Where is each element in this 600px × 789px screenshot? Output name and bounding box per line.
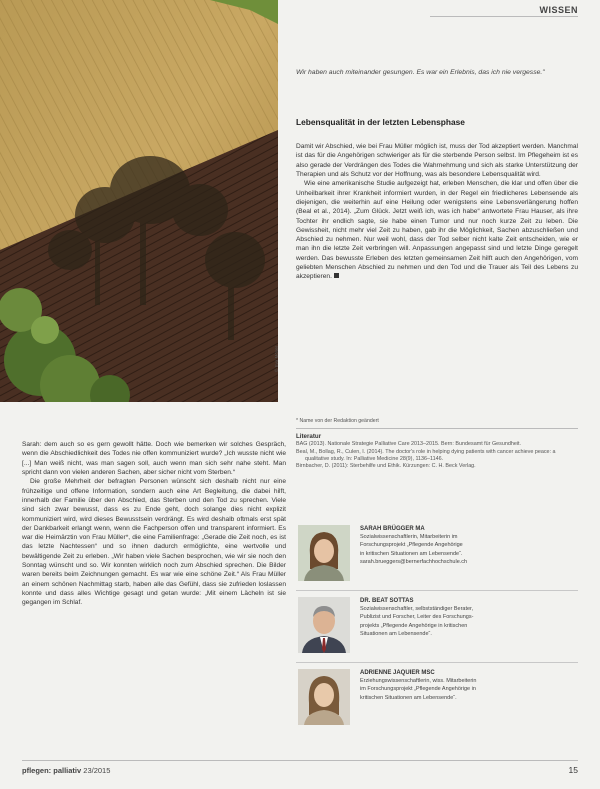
- author-info: [360, 669, 578, 702]
- author-name: DR. BEAT SOTTAS: [360, 598, 414, 604]
- footnote: * Name von der Redaktion geändert: [296, 418, 379, 424]
- author-bio-line: Situationen am Lebensende“.: [360, 630, 432, 637]
- divider: [296, 590, 578, 591]
- author-bio-line: Sozialwissenschaftlerin, Mitarbeiterin im: [360, 534, 458, 541]
- author-bio-line: kritischen Situationen am Lebensende“.: [360, 694, 457, 701]
- author-bio-line: in kritischen Situationen am Lebensende“.: [360, 550, 463, 557]
- literature-title: Literatur: [296, 433, 322, 440]
- author-info: [360, 525, 578, 566]
- paragraph: Damit wir Abschied, wie bei Frau Müller möglich ist, muss der Tod akzeptiert werden. Manchmal ist das für die Angehörigen schwieriger als für die sterbende Person selbst. Im Pflegeheim ist es also gerade der Verdrängen des Todes die Wahrnehmung und sich als starke Unterstützung der Therapien und als Schutz vor der Hoffnung, was als besondere Lebensqualität wird.: [296, 143, 578, 178]
- author-card: [296, 597, 578, 659]
- left-column: [22, 440, 286, 608]
- section-heading: Lebensqualität in der letzten Lebensphase: [296, 117, 465, 127]
- author-portrait: [298, 597, 350, 653]
- section-label: WISSEN: [539, 5, 578, 15]
- photo-credit: © Eva Möser: [274, 345, 279, 372]
- right-column: [296, 142, 578, 282]
- field-photo-illustration: [0, 0, 278, 402]
- author-portrait: [298, 669, 350, 725]
- literature-item: Beal, M., Bollag, R., Culen, I. (2014). The doctor's role in helping dying patients with cancer achieve peace: a qualitative study. In: Palliative Medicine 28(9), 1136–1146.: [296, 448, 556, 462]
- author-bio-line: Erziehungswissenschaftlerin, wiss. Mitarbeiterin: [360, 678, 477, 685]
- author-card: [296, 525, 578, 587]
- author-bio-line: Forschungsprojekt „Pflegende Angehörige: [360, 542, 463, 549]
- author-bio-line: projekts „Pflegende Angehörige in kritischen: [360, 622, 468, 629]
- literature: [296, 433, 578, 470]
- literature-item: Birnbacher, D. (2011): Sterbehilfe und Ethik. Kürzungen: C. H. Beck Verlag.: [296, 463, 476, 470]
- section-rule: [430, 16, 578, 17]
- paragraph: Sarah: dem auch so es gern gewollt hätte. Doch wie bemerken wir solches Gespräch, wenn die Abschiedlichkeit des Todes nie offen kommuniziert wurde? „Ich wusste nicht wie [...] Man weiß nicht, was man sagen soll, auch wenn man sich sehr nahe steht. Man spricht dann von vielen anderen Sachen, aber sicher nicht vom Sterben.“: [22, 441, 286, 476]
- author-email[interactable]: sarah.brueggers@bernerfachhochschule.ch: [360, 558, 468, 565]
- end-mark-icon: [334, 273, 339, 278]
- footer-magazine: [22, 766, 110, 775]
- portrait-woman-icon: [298, 525, 350, 581]
- author-info: [360, 597, 578, 638]
- author-card: [296, 669, 578, 731]
- author-bio-line: im Forschungsprojekt „Pflegende Angehörige in: [360, 686, 476, 693]
- author-name: ADRIENNE JAQUIER MSC: [360, 670, 435, 676]
- divider: [296, 662, 578, 663]
- author-bio-line: Sozialwissenschaftler, selbstständiger Berater,: [360, 606, 474, 613]
- issue-number: 23/2015: [83, 766, 111, 775]
- intro-text: Wir haben auch miteinander gesungen. Es war ein Erlebnis, das ich nie vergesse.": [296, 69, 545, 76]
- author-name: SARAH BRÜGGER MA: [360, 526, 425, 532]
- footer-rule: [22, 760, 578, 761]
- portrait-woman-icon: [298, 669, 350, 725]
- author-bio-line: Publizist und Forscher, Leiter des Forschungs-: [360, 614, 474, 621]
- magazine-name: pflegen: palliativ: [22, 766, 82, 775]
- portrait-man-icon: [298, 597, 350, 653]
- literature-item: BAG (2013). Nationale Strategie Palliative Care 2013–2015. Bern: Bundesamt für Gesundheit.: [296, 441, 522, 448]
- paragraph-text: Wie eine amerikanische Studie aufgezeigt hat, erleben Menschen, die klar und offen über die Unheilbarkeit ihrer Krankheit informiert wurden, in der Regel ein friedlicheres Lebensende als diejenigen, die weiterhin auf eine Heilung oder wenigstens eine Lebensverlängerung hoffen (Beal et al., 2014). „Zum Glück. Jetzt weiß ich, was ich habe“ antwortete Frau Hauser, als ihre Tochter ihr endlich sagte, sie habe einen Tumor und nur noch kurze Zeit zu leben. Die Gewissheit, nicht mehr viel Zeit zu haben, gab ihr die Möglichkeit, Sachen abzuschließen und Abschied zu nehmen. Nur weil wohl, dass der Tod selber nicht kalte Zeit entscheiden, wie er man ihn die letzte Zeit verbringen will. Anpassungen angepasst sind und letzte Dinge geregelt werden. Das bewusste Erleben des letzten gemeinsamen Zeit hilft auch den Angehörigen, vom geliebten Menschen Abschied zu nehmen und den Tod und die Trauer als Teil des Lebens zu akzeptieren.: [296, 180, 578, 281]
- paragraph: Die große Mehrheit der befragten Personen wünscht sich deshalb nicht nur eine frühzeitige und offene Information, sondern auch eine Art Begleitung, die dabei hilft, innerhalb der Familie über den Abschied, das Sterben und den Tod zu sprechen. Viele sind sich zwar bewusst, dass es zu Ende geht, doch solange dies nicht explizit kommuniziert wird, wird dieses Bewusstsein verdrängt. Es wird deshalb oftmals erst spät der Dankbarkeit erlangt wenn, wenn die Fachperson offen und transparent informiert. Es war die Heimärztin von Frau Müller*, die eine Familienfrage: „Gerade die Zeit noch, es ist das letzte Nachtessen“ und so ihnen dadurch ermöglichte, eine wertvolle und bewältigende Zeit zu erleben. „Wir haben viele Sachen besprochen, wie wir sie noch den Sonntag wünscht und so. Wir konnten wirklich noch zum Abschied sprechen. Die Bilder waren bereits beim Zeichnungen gemacht. Es war wie eine schöne Zeit.“ Als Frau Müller an einem schönen Nachmittag starb, haben alle das Gefühl, dass sie zufrieden loslassen konnte und dass alles Wichtige gesagt und getan wurde: „Mit einem Lächeln ist sie gegangen im Schlaf.: [22, 478, 286, 607]
- divider: [296, 428, 578, 429]
- aerial-field-photo: [0, 0, 278, 402]
- intro-quote: [296, 68, 578, 77]
- author-portrait: [298, 525, 350, 581]
- paragraph: [296, 179, 578, 281]
- page-number: 15: [568, 765, 578, 775]
